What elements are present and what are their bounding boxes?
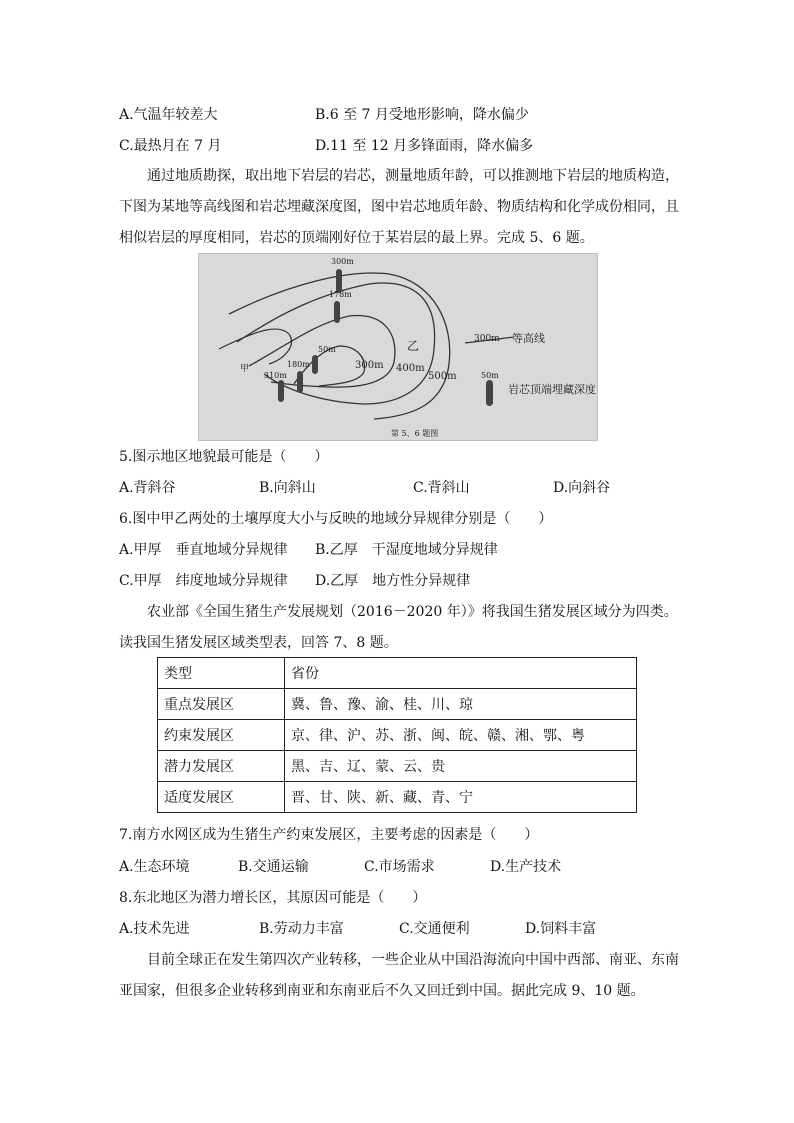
contour-label-500: 500m (428, 371, 457, 382)
table-row (158, 689, 637, 720)
q6-option-d: D.乙厚 地方性分异规律 (315, 573, 471, 589)
table-row (158, 751, 637, 782)
q5-option-a: A.背斜谷 (119, 480, 176, 496)
q8-option-a: A.技术先进 (119, 921, 190, 937)
table-cell: 冀、鲁、豫、渝、桂、川、琼 (285, 689, 637, 720)
q8-option-d: D.饲料丰富 (525, 921, 597, 937)
contour-label-300: 300m (355, 360, 384, 371)
contour-map (199, 254, 597, 440)
q7-option-d: D.生产技术 (490, 859, 562, 875)
table-row (158, 782, 637, 813)
q7-option-c: C.市场需求 (364, 859, 435, 875)
q7-option-b: B.交通运输 (238, 859, 309, 875)
legend-contour-label: 等高线 (512, 332, 545, 345)
q4-option-d: D.11 至 12 月多锋面雨，降水偏多 (315, 138, 534, 154)
legend-core-value: 50m (481, 371, 499, 380)
table-cell: 适度发展区 (158, 782, 285, 813)
q4-option-a: A.气温年较差大 (119, 107, 218, 123)
q5-stem: 5.图示地区地貌最可能是（ ） (119, 449, 329, 465)
q7-option-a: A.生态环境 (119, 859, 190, 875)
table-cell: 黑、吉、辽、蒙、云、贵 (285, 751, 637, 782)
q5-option-c: C.背斜山 (413, 480, 470, 496)
label-jia: 甲 (240, 364, 250, 374)
figure-caption: 第 5、6 题图 (391, 429, 439, 438)
q6-option-b: B.乙厚 干湿度地域分异规律 (315, 542, 498, 558)
table-row (158, 720, 637, 751)
legend-contour-value: 300m (474, 334, 500, 344)
table-header-provinces: 省份 (285, 658, 637, 689)
q6-stem: 6.图中甲乙两处的土壤厚度大小与反映的地域分异规律分别是（ ） (119, 511, 553, 527)
pig-region-table (157, 657, 637, 813)
table-header-type: 类型 (158, 658, 285, 689)
q4-option-b: B.6 至 7 月受地形影响，降水偏少 (315, 107, 529, 123)
contour-label-400: 400m (396, 363, 425, 374)
intro-q5-6: 通过地质勘探，取出地下岩层的岩芯，测量地质年龄，可以推测地下岩层的地质构造，下图为某地等高线图和岩芯埋藏深度图，图中岩芯地质年龄、物质结构和化学成份相同，且相似岩层的厚度相同，岩芯的顶端刚好位于某岩层的最上界。完成 5、6 题。 (119, 168, 679, 246)
table-cell: 约束发展区 (158, 720, 285, 751)
legend-core-label: 岩芯顶端埋藏深度 (508, 383, 596, 396)
table-header-row (158, 658, 637, 689)
core-label-310: 310m (264, 371, 287, 380)
q5-option-d: D.向斜谷 (553, 480, 611, 496)
table-cell: 重点发展区 (158, 689, 285, 720)
core-label-300: 300m (331, 257, 354, 266)
core-label-50: 50m (318, 345, 336, 354)
q8-stem: 8.东北地区为潜力增长区，其原因可能是（ ） (119, 890, 427, 906)
table-cell: 晋、甘、陕、新、藏、青、宁 (285, 782, 637, 813)
intro-q9-10: 目前全球正在发生第四次产业转移，一些企业从中国沿海流向中国中西部、南亚、东南亚国家，但很多企业转移到南亚和东南亚后不久又回迁到中国。据此完成 9、10 题。 (119, 952, 679, 999)
contour-core-figure (198, 253, 598, 441)
q8-option-c: C.交通便利 (399, 921, 470, 937)
intro-q7-8: 农业部《全国生猪生产发展规划（2016－2020 年）》将我国生猪发展区域分为四类。读我国生猪发展区域类型表，回答 7、8 题。 (119, 604, 678, 651)
core-label-178: 178m (329, 290, 352, 299)
table-cell: 潜力发展区 (158, 751, 285, 782)
core-label-180: 180m (287, 360, 310, 369)
table-cell: 京、律、沪、苏、浙、闽、皖、赣、湘、鄂、粤 (285, 720, 637, 751)
q6-option-a: A.甲厚 垂直地域分异规律 (119, 542, 288, 558)
q7-stem: 7.南方水网区成为生猪生产约束发展区，主要考虑的因素是（ ） (119, 827, 539, 843)
q5-option-b: B.向斜山 (259, 480, 316, 496)
q6-option-c: C.甲厚 纬度地域分异规律 (119, 573, 288, 589)
label-yi: 乙 (407, 339, 420, 353)
q8-option-b: B.劳动力丰富 (259, 921, 344, 937)
q4-option-c: C.最热月在 7 月 (119, 138, 222, 154)
